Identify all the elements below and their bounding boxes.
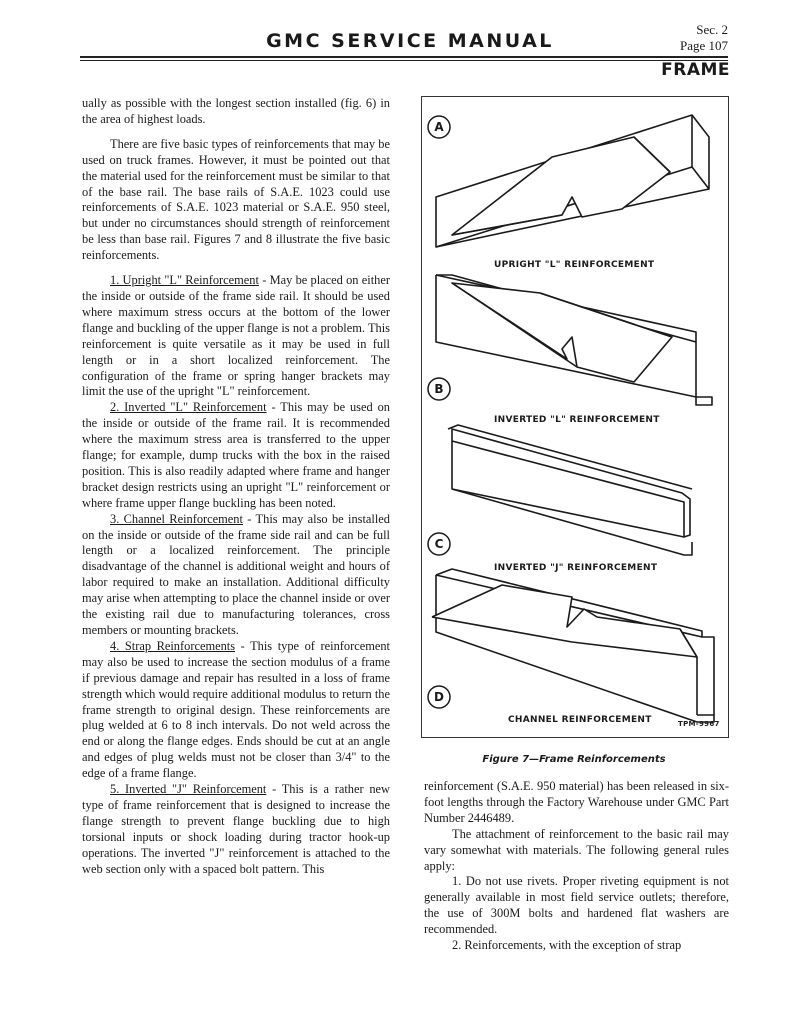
figure-label-d: D — [434, 690, 444, 704]
heading-inverted-l: 2. Inverted "L" Reinforcement — [110, 400, 267, 415]
paragraph — [82, 782, 390, 877]
figure-code: TPM-9967 — [678, 720, 720, 728]
heading-upright-l: 1. Upright "L" Reinforcement — [110, 273, 259, 288]
figure-label-a: A — [434, 120, 444, 134]
channel-drawing — [432, 569, 714, 722]
section-number: Sec. 2 — [696, 22, 728, 37]
paragraph — [82, 273, 390, 400]
heading-strap: 4. Strap Reinforcements — [110, 638, 236, 653]
figure-caption: Figure 7—Frame Reinforcements — [482, 754, 666, 765]
paragraph-text: - This is a rather new type of frame reinforcement that is designed to increase the flange strength to prevent flange buckling due to high torsional inputs or shock loading during tractor hook-up operations. The inverted "J" reinforcement is attached to the web section only with a spaced bolt pattern. This — [82, 782, 390, 876]
paragraph — [82, 512, 390, 639]
heading-channel: 3. Channel Reinforcement — [110, 511, 243, 526]
caption-inverted-j: INVERTED "J" REINFORCEMENT — [494, 563, 658, 573]
paragraph-text: - This type of reinforcement may also be used to increase the section modulus of a frame if previous damage and repair has resulted in a loss of frame strength which would require additional modulus to return the frame strength to original design. These reinforcements are plug welded at 6 to 8 inch intervals. Do not weld across the end or along the flange edges. Ends should be cut at an angle and edges of plug welds must not be closer than 3/4" to the edge of a frame flange. — [82, 638, 390, 781]
paragraph — [82, 639, 390, 782]
paragraph-text: - This may also be installed on the inside or outside of the frame side rail and can be full length or a localized reinforcement. The principle disadvantage of the channel is additional weight and hours of labor required to make an installation. Additional difficulty may arise when attempting to place the channel inside or over the existing rail due to manufacturing tolerances, cross members or mounting brackets. — [82, 511, 390, 637]
caption-channel: CHANNEL REINFORCEMENT — [508, 715, 652, 725]
paragraph — [82, 400, 390, 511]
caption-inverted-l: INVERTED "L" REINFORCEMENT — [494, 415, 660, 425]
left-column — [82, 96, 390, 878]
header-rule-thin — [80, 60, 728, 61]
section-title: FRAME — [661, 60, 730, 80]
paragraph: The attachment of reinforcement to the basic rail may vary somewhat with materials. The following general rules apply: — [424, 826, 729, 873]
inverted-j-drawing — [448, 425, 692, 555]
figure-frame — [421, 96, 729, 738]
paragraph-text: - This may be used on the inside or outside of the frame rail. It is recommended where the maximum stress area is transferred to the upper flange; for example, dump trucks with the box in the raised position. This is also readily adapted where frame and hanger bracket design restricts using an upright "L" reinforcement or where frame upper flange buckling has been noted. — [82, 400, 390, 510]
paragraph-text: - May be placed on either the inside or outside of the frame side rail. It should be used where maximum stress occurs at the bottom of the lower flange and buckling of the upper flange is not a problem. This reinforcement is quite versatile as it may be used in full length or in a short localized reinforcement. The configuration of the frame or spring hanger brackets may limit the use of the upright "L" reinforcement. — [82, 273, 390, 399]
paragraph: 1. Do not use rivets. Proper riveting equipment is not generally available in most field service outlets; therefore, the use of 300M bolts and hardened flat washers are recommended. — [424, 874, 729, 937]
right-column — [424, 779, 729, 954]
inverted-l-drawing — [436, 275, 712, 405]
paragraph: reinforcement (S.A.E. 950 material) has been released in six-foot lengths through the Factory Warehouse under GMC Part Number 2446489. — [424, 779, 729, 825]
page-number: Page 107 — [679, 38, 728, 53]
manual-title: GMC SERVICE MANUAL — [266, 30, 554, 52]
header-rule — [80, 56, 728, 58]
upright-l-drawing — [436, 115, 709, 247]
figure-label-c: C — [434, 537, 444, 551]
caption-upright-l: UPRIGHT "L" REINFORCEMENT — [494, 260, 655, 270]
paragraph: ually as possible with the longest section installed (fig. 6) in the area of highest loads. — [82, 96, 390, 126]
paragraph: There are five basic types of reinforcements that may be used on truck frames. However, it must be pointed out that the material used for the reinforcement must be similar to that of the base rail. The base rails of S.A.E. 1023 could use reinforcements of S.A.E. 1023 material or S.A.E. 950 steel, but under no circumstances should strength of reinforcement be less than base rail. Figures 7 and 8 illustrate the five basic reinforcements. — [82, 136, 390, 263]
paragraph: 2. Reinforcements, with the exception of strap — [452, 938, 682, 953]
figure-label-b: B — [434, 382, 444, 396]
heading-inverted-j: 5. Inverted "J" Reinforcement — [110, 782, 267, 797]
